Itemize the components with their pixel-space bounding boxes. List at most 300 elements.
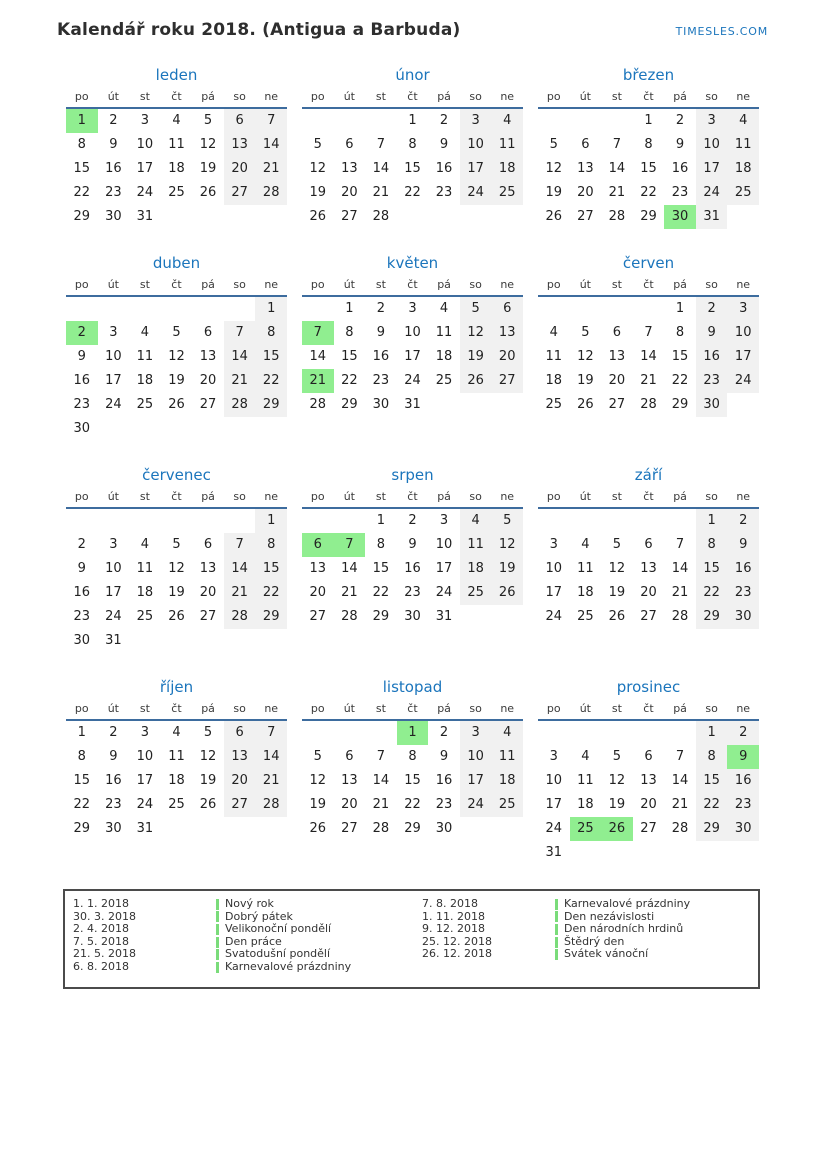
day-cell: 19 bbox=[199, 161, 217, 176]
weekday-label: ne bbox=[500, 702, 515, 715]
legend-holiday-name: Svátek vánoční bbox=[564, 947, 649, 961]
holiday-marker-icon bbox=[216, 899, 219, 910]
day-cell: 1 bbox=[345, 301, 354, 316]
month-title: květen bbox=[386, 254, 439, 272]
day-cell: 9 bbox=[109, 749, 118, 764]
day-cell: 5 bbox=[581, 325, 590, 340]
weekday-label: út bbox=[107, 90, 119, 103]
day-cell-empty bbox=[365, 721, 397, 745]
day-cell: 12 bbox=[545, 161, 563, 176]
day-cell: 17 bbox=[105, 585, 122, 600]
weekday-label: ne bbox=[500, 490, 515, 503]
day-cell: 18 bbox=[460, 557, 492, 581]
day-cell-empty bbox=[161, 629, 193, 653]
day-cell: 23 bbox=[435, 185, 453, 200]
day-cell: 1 bbox=[255, 297, 287, 321]
day-cell: 16 bbox=[727, 557, 759, 581]
weekday-header-row bbox=[302, 701, 523, 721]
legend-date: 6. 8. 2018 bbox=[73, 959, 129, 973]
day-cell: 18 bbox=[168, 161, 185, 176]
days-grid bbox=[538, 297, 759, 417]
weekday-label: st bbox=[139, 702, 150, 715]
day-cell-empty bbox=[161, 297, 193, 321]
weekday-label: st bbox=[611, 278, 622, 291]
weekday-header-row bbox=[538, 701, 759, 721]
day-cell: 24 bbox=[404, 373, 421, 388]
day-cell: 10 bbox=[105, 561, 122, 576]
weekday-header-row bbox=[302, 89, 523, 109]
day-cell-empty bbox=[365, 109, 397, 133]
weekday-label: čt bbox=[407, 90, 418, 103]
day-cell-empty bbox=[224, 297, 256, 321]
day-cell: 20 bbox=[224, 769, 256, 793]
day-cell: 26 bbox=[460, 369, 492, 393]
weekday-label: st bbox=[139, 90, 150, 103]
day-cell: 19 bbox=[199, 773, 217, 788]
holiday-marker-icon bbox=[216, 937, 219, 948]
day-cell: 28 bbox=[671, 609, 689, 624]
day-cell-empty bbox=[397, 205, 429, 229]
day-cell: 29 bbox=[696, 605, 728, 629]
day-cell: 15 bbox=[404, 773, 421, 788]
day-cell: 25 bbox=[491, 793, 523, 817]
day-cell: 25 bbox=[168, 185, 185, 200]
day-cell: 25 bbox=[168, 797, 185, 812]
weekday-label: čt bbox=[643, 702, 654, 715]
legend-date: 7. 8. 2018 bbox=[422, 897, 478, 910]
month-title: duben bbox=[152, 254, 201, 272]
day-cell: 31 bbox=[136, 209, 154, 224]
day-cell-empty bbox=[570, 509, 602, 533]
weekday-label: po bbox=[310, 702, 325, 715]
day-cell: 2 bbox=[376, 301, 386, 316]
weekday-label: st bbox=[375, 702, 386, 715]
day-cell: 17 bbox=[136, 773, 154, 788]
month-květen bbox=[302, 255, 523, 417]
day-cell: 7 bbox=[376, 137, 386, 152]
month-title: srpen bbox=[391, 466, 434, 484]
day-cell: 5 bbox=[313, 137, 322, 152]
day-cell: 30 bbox=[73, 633, 91, 648]
day-cell: 19 bbox=[577, 373, 594, 388]
day-cell: 4 bbox=[460, 509, 492, 533]
day-cell: 27 bbox=[199, 609, 217, 624]
day-cell-empty bbox=[334, 109, 366, 133]
day-cell: 8 bbox=[675, 325, 685, 340]
month-červenec bbox=[66, 467, 287, 653]
day-cell-empty bbox=[601, 721, 633, 745]
legend-entry bbox=[412, 898, 754, 911]
weekday-label: po bbox=[74, 702, 89, 715]
weekday-label: so bbox=[705, 490, 718, 503]
day-cell: 11 bbox=[460, 533, 492, 557]
day-cell-empty bbox=[570, 109, 602, 133]
legend-entry bbox=[70, 961, 412, 974]
day-cell: 3 bbox=[460, 109, 492, 133]
day-cell: 25 bbox=[491, 181, 523, 205]
day-cell: 3 bbox=[109, 537, 118, 552]
day-cell: 2 bbox=[696, 297, 728, 321]
weekday-label: st bbox=[611, 490, 622, 503]
day-cell: 12 bbox=[199, 137, 217, 152]
day-cell: 19 bbox=[460, 345, 492, 369]
weekday-label: čt bbox=[407, 702, 418, 715]
day-cell: 20 bbox=[199, 585, 217, 600]
weekday-label: út bbox=[343, 278, 355, 291]
weekday-label: po bbox=[546, 90, 561, 103]
day-cell: 23 bbox=[435, 797, 453, 812]
day-cell: 9 bbox=[408, 537, 417, 552]
month-title: listopad bbox=[382, 678, 443, 696]
days-grid bbox=[538, 509, 759, 629]
day-cell: 14 bbox=[671, 561, 689, 576]
day-cell: 12 bbox=[608, 773, 626, 788]
day-cell: 21 bbox=[341, 585, 358, 600]
day-cell: 15 bbox=[341, 349, 358, 364]
day-cell: 2 bbox=[66, 321, 98, 345]
day-cell: 16 bbox=[105, 773, 122, 788]
days-grid bbox=[538, 721, 759, 865]
day-cell: 16 bbox=[696, 345, 728, 369]
day-cell: 20 bbox=[199, 373, 217, 388]
day-cell: 18 bbox=[136, 585, 154, 600]
day-cell-empty bbox=[129, 629, 161, 653]
day-cell-empty bbox=[460, 205, 492, 229]
day-cell-empty bbox=[161, 205, 193, 229]
day-cell: 19 bbox=[309, 185, 327, 200]
day-cell-empty bbox=[255, 817, 287, 841]
day-cell-empty bbox=[538, 109, 570, 133]
day-cell: 27 bbox=[640, 609, 657, 624]
day-cell: 7 bbox=[644, 325, 653, 340]
day-cell: 29 bbox=[255, 605, 287, 629]
day-cell-empty bbox=[192, 205, 224, 229]
day-cell-empty bbox=[192, 509, 224, 533]
day-cell: 30 bbox=[727, 605, 759, 629]
day-cell: 27 bbox=[224, 793, 256, 817]
page-header bbox=[0, 0, 827, 40]
day-cell: 14 bbox=[224, 557, 256, 581]
day-cell: 24 bbox=[435, 585, 453, 600]
day-cell: 1 bbox=[408, 113, 417, 128]
day-cell: 9 bbox=[376, 325, 386, 340]
day-cell: 1 bbox=[66, 109, 98, 133]
weekday-label: st bbox=[375, 490, 386, 503]
day-cell: 11 bbox=[491, 133, 523, 157]
weekday-label: ne bbox=[264, 702, 279, 715]
day-cell-empty bbox=[98, 417, 130, 441]
day-cell: 10 bbox=[696, 133, 728, 157]
day-cell: 16 bbox=[105, 161, 122, 176]
weekday-label: út bbox=[343, 702, 355, 715]
day-cell: 18 bbox=[577, 797, 594, 812]
day-cell: 27 bbox=[199, 397, 217, 412]
day-cell: 21 bbox=[255, 769, 287, 793]
day-cell: 17 bbox=[460, 157, 492, 181]
weekday-label: ne bbox=[500, 90, 515, 103]
weekday-label: čt bbox=[643, 90, 654, 103]
day-cell: 20 bbox=[309, 585, 327, 600]
day-cell: 26 bbox=[608, 609, 626, 624]
day-cell: 9 bbox=[439, 749, 449, 764]
day-cell-empty bbox=[224, 817, 256, 841]
day-cell: 19 bbox=[608, 585, 626, 600]
day-cell: 15 bbox=[73, 773, 91, 788]
days-grid bbox=[538, 109, 759, 229]
day-cell: 25 bbox=[727, 181, 759, 205]
day-cell-empty bbox=[192, 297, 224, 321]
day-cell-empty bbox=[302, 721, 334, 745]
weekday-label: st bbox=[611, 90, 622, 103]
day-cell: 28 bbox=[255, 793, 287, 817]
day-cell-empty bbox=[538, 721, 570, 745]
day-cell: 13 bbox=[577, 161, 594, 176]
day-cell-empty bbox=[66, 297, 98, 321]
legend-holiday-name: Den práce bbox=[225, 934, 282, 948]
day-cell: 26 bbox=[577, 397, 594, 412]
weekday-label: út bbox=[107, 490, 119, 503]
day-cell: 4 bbox=[140, 537, 150, 552]
day-cell: 10 bbox=[136, 137, 154, 152]
day-cell: 11 bbox=[168, 749, 185, 764]
weekday-label: po bbox=[546, 278, 561, 291]
day-cell: 26 bbox=[168, 609, 185, 624]
day-cell: 13 bbox=[224, 133, 256, 157]
day-cell-empty bbox=[460, 817, 492, 841]
day-cell: 14 bbox=[309, 349, 327, 364]
day-cell: 23 bbox=[73, 397, 91, 412]
day-cell-empty bbox=[334, 509, 366, 533]
day-cell: 12 bbox=[168, 561, 185, 576]
day-cell: 7 bbox=[255, 109, 287, 133]
day-cell: 18 bbox=[491, 157, 523, 181]
weekday-label: čt bbox=[171, 90, 182, 103]
day-cell-empty bbox=[727, 841, 759, 865]
day-cell: 29 bbox=[372, 609, 390, 624]
day-cell: 22 bbox=[671, 373, 689, 388]
days-grid bbox=[302, 297, 523, 417]
day-cell: 13 bbox=[640, 561, 657, 576]
day-cell-empty bbox=[570, 841, 602, 865]
day-cell: 12 bbox=[460, 321, 492, 345]
weekday-label: čt bbox=[407, 490, 418, 503]
day-cell: 30 bbox=[727, 817, 759, 841]
day-cell: 14 bbox=[341, 561, 358, 576]
day-cell: 13 bbox=[199, 561, 217, 576]
legend-date: 1. 11. 2018 bbox=[422, 909, 485, 923]
day-cell: 13 bbox=[341, 773, 358, 788]
month-červen bbox=[538, 255, 759, 417]
day-cell: 6 bbox=[345, 137, 354, 152]
day-cell-empty bbox=[570, 721, 602, 745]
day-cell: 21 bbox=[372, 797, 390, 812]
month-title: prosinec bbox=[616, 678, 681, 696]
day-cell: 6 bbox=[224, 721, 256, 745]
day-cell: 4 bbox=[581, 537, 590, 552]
day-cell: 20 bbox=[341, 185, 358, 200]
day-cell: 30 bbox=[372, 397, 390, 412]
day-cell: 26 bbox=[199, 185, 217, 200]
holiday-marker-icon bbox=[216, 962, 219, 973]
month-srpen bbox=[302, 467, 523, 629]
day-cell: 3 bbox=[109, 325, 118, 340]
legend-holiday-name: Karnevalové prázdniny bbox=[564, 897, 691, 910]
day-cell: 1 bbox=[675, 301, 685, 316]
day-cell: 17 bbox=[460, 769, 492, 793]
legend-date: 9. 12. 2018 bbox=[422, 922, 485, 936]
weekday-header-row bbox=[66, 89, 287, 109]
day-cell: 27 bbox=[341, 209, 358, 224]
holiday-marker-icon bbox=[216, 924, 219, 935]
day-cell: 27 bbox=[341, 821, 358, 836]
day-cell-empty bbox=[192, 417, 224, 441]
day-cell: 22 bbox=[73, 797, 91, 812]
day-cell: 8 bbox=[644, 137, 653, 152]
holiday-marker-icon bbox=[555, 924, 558, 935]
weekday-label: po bbox=[310, 90, 325, 103]
weekday-label: út bbox=[579, 278, 591, 291]
day-cell: 3 bbox=[140, 725, 150, 740]
day-cell: 23 bbox=[404, 585, 421, 600]
day-cell-empty bbox=[633, 841, 665, 865]
day-cell: 18 bbox=[136, 373, 154, 388]
day-cell-empty bbox=[224, 629, 256, 653]
day-cell: 2 bbox=[439, 725, 449, 740]
day-cell: 24 bbox=[136, 185, 154, 200]
weekday-label: so bbox=[469, 90, 482, 103]
day-cell: 21 bbox=[640, 373, 657, 388]
day-cell: 24 bbox=[105, 609, 122, 624]
weekday-label: ne bbox=[736, 702, 751, 715]
weekday-label: čt bbox=[171, 278, 182, 291]
day-cell: 14 bbox=[372, 773, 390, 788]
day-cell: 28 bbox=[255, 181, 287, 205]
holiday-marker-icon bbox=[555, 937, 558, 948]
day-cell: 4 bbox=[172, 113, 181, 128]
day-cell: 31 bbox=[435, 609, 453, 624]
weekday-label: po bbox=[310, 278, 325, 291]
weekday-label: st bbox=[375, 278, 386, 291]
day-cell-empty bbox=[98, 297, 130, 321]
day-cell: 6 bbox=[644, 749, 653, 764]
day-cell-empty bbox=[161, 417, 193, 441]
weekday-label: ne bbox=[264, 490, 279, 503]
day-cell: 5 bbox=[172, 325, 181, 340]
weekday-label: čt bbox=[407, 278, 418, 291]
day-cell: 24 bbox=[727, 369, 759, 393]
day-cell-empty bbox=[491, 817, 523, 841]
day-cell: 30 bbox=[105, 209, 122, 224]
day-cell: 29 bbox=[404, 821, 421, 836]
day-cell: 30 bbox=[404, 609, 421, 624]
day-cell: 17 bbox=[696, 157, 728, 181]
weekday-label: pá bbox=[437, 90, 451, 103]
weekday-header-row bbox=[538, 489, 759, 509]
day-cell-empty bbox=[601, 509, 633, 533]
weekday-label: po bbox=[310, 490, 325, 503]
day-cell: 14 bbox=[671, 773, 689, 788]
day-cell: 13 bbox=[341, 161, 358, 176]
day-cell: 25 bbox=[545, 397, 563, 412]
legend-entry bbox=[70, 898, 412, 911]
month-březen bbox=[538, 67, 759, 229]
day-cell-empty bbox=[224, 205, 256, 229]
days-grid bbox=[302, 109, 523, 229]
weekday-label: st bbox=[611, 702, 622, 715]
day-cell: 27 bbox=[491, 369, 523, 393]
day-cell-empty bbox=[727, 393, 759, 417]
weekday-label: ne bbox=[500, 278, 515, 291]
day-cell: 7 bbox=[255, 721, 287, 745]
weekday-label: pá bbox=[437, 490, 451, 503]
brand-link[interactable]: TIMESLES.COM bbox=[675, 25, 768, 38]
day-cell: 4 bbox=[140, 325, 150, 340]
day-cell: 4 bbox=[491, 109, 523, 133]
day-cell-empty bbox=[161, 509, 193, 533]
day-cell: 10 bbox=[435, 537, 453, 552]
days-grid bbox=[302, 721, 523, 841]
legend-holiday-name: Velikonoční pondělí bbox=[225, 922, 332, 936]
day-cell: 6 bbox=[491, 297, 523, 321]
legend-date: 21. 5. 2018 bbox=[73, 947, 136, 961]
day-cell: 24 bbox=[460, 793, 492, 817]
weekday-label: út bbox=[579, 90, 591, 103]
day-cell: 9 bbox=[696, 321, 728, 345]
holiday-marker-icon bbox=[555, 899, 558, 910]
day-cell-empty bbox=[66, 509, 98, 533]
day-cell: 8 bbox=[408, 749, 417, 764]
weekday-label: so bbox=[469, 702, 482, 715]
day-cell: 29 bbox=[73, 209, 91, 224]
day-cell: 26 bbox=[491, 581, 523, 605]
day-cell: 19 bbox=[608, 797, 626, 812]
day-cell: 15 bbox=[696, 557, 728, 581]
day-cell: 21 bbox=[224, 581, 256, 605]
day-cell: 12 bbox=[491, 533, 523, 557]
day-cell: 16 bbox=[372, 349, 390, 364]
day-cell: 28 bbox=[309, 397, 327, 412]
day-cell: 27 bbox=[608, 397, 626, 412]
holiday-marker-icon bbox=[216, 911, 219, 922]
month-title: září bbox=[634, 466, 663, 484]
day-cell: 8 bbox=[255, 533, 287, 557]
day-cell: 11 bbox=[136, 561, 154, 576]
day-cell-empty bbox=[633, 509, 665, 533]
day-cell: 12 bbox=[309, 773, 327, 788]
day-cell: 22 bbox=[73, 185, 91, 200]
holiday-marker-icon bbox=[555, 949, 558, 960]
weekday-label: so bbox=[233, 278, 246, 291]
day-cell: 5 bbox=[612, 537, 622, 552]
day-cell: 19 bbox=[168, 373, 185, 388]
day-cell: 5 bbox=[612, 749, 622, 764]
weekday-label: pá bbox=[437, 278, 451, 291]
day-cell: 12 bbox=[199, 749, 217, 764]
day-cell-empty bbox=[302, 109, 334, 133]
day-cell: 30 bbox=[73, 421, 91, 436]
weekday-header-row bbox=[538, 89, 759, 109]
day-cell: 27 bbox=[309, 609, 327, 624]
day-cell: 30 bbox=[696, 393, 728, 417]
day-cell: 21 bbox=[608, 185, 626, 200]
day-cell: 19 bbox=[545, 185, 563, 200]
day-cell: 19 bbox=[168, 585, 185, 600]
legend-holiday-name: Svatodušní pondělí bbox=[225, 947, 331, 961]
day-cell: 5 bbox=[491, 509, 523, 533]
day-cell: 5 bbox=[460, 297, 492, 321]
legend-entry bbox=[412, 948, 754, 961]
day-cell: 31 bbox=[696, 205, 728, 229]
